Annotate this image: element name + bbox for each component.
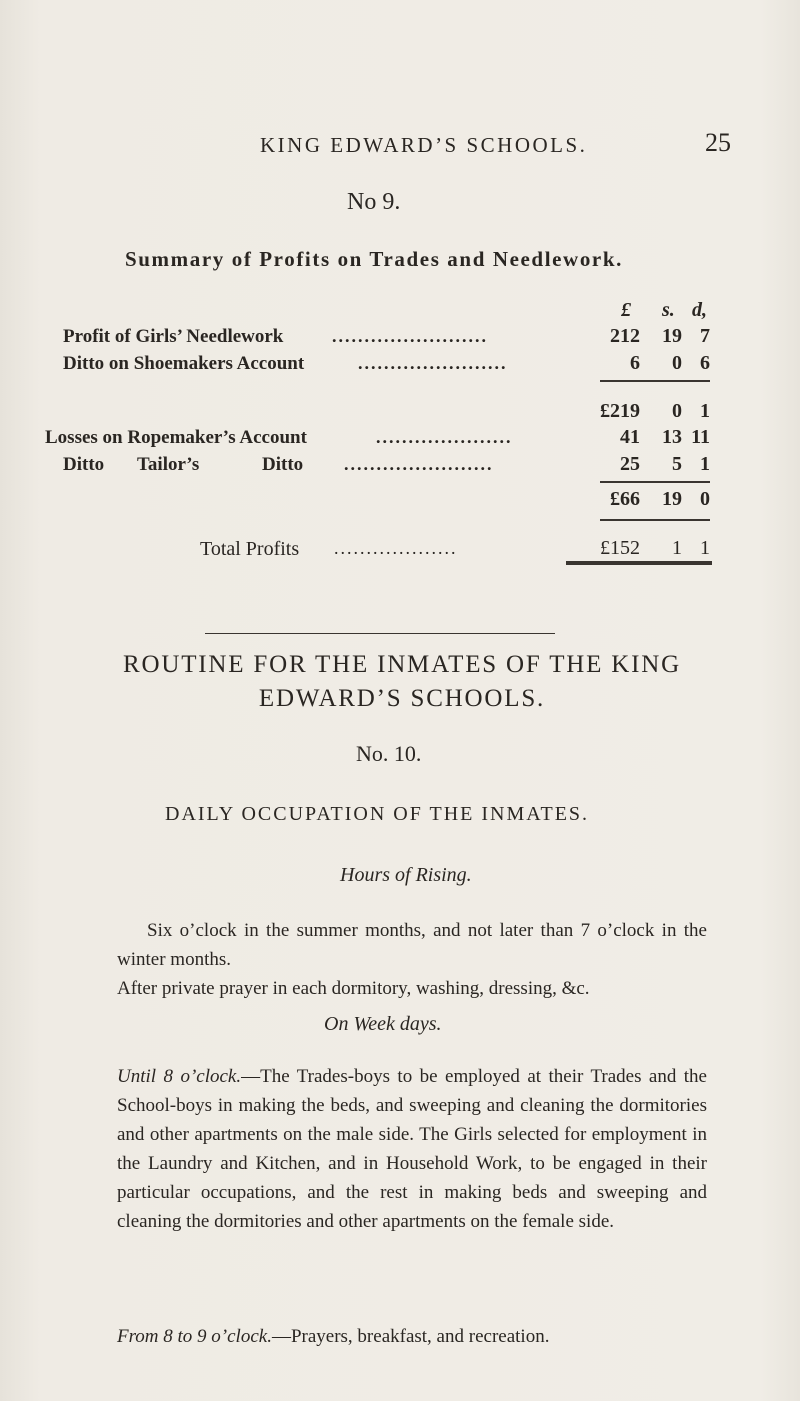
col-shillings: s. [662, 299, 675, 321]
running-head: KING EDWARD’S SCHOOLS. [260, 133, 588, 157]
paragraph-until-8 [117, 1062, 707, 1236]
total-label: Total Profits [200, 538, 300, 560]
amount-pounds: 212 [610, 325, 640, 347]
total-double-rule [566, 561, 712, 565]
sum-rule [600, 519, 710, 521]
paragraph-text: —Prayers, breakfast, and recreation. [271, 1326, 550, 1347]
paragraph-8-to-9 [117, 1322, 707, 1351]
row-label: Profit of Girls’ Needlework [63, 326, 284, 347]
amount-pounds: 6 [630, 352, 640, 374]
subtotal-profits-pounds: £219 [600, 400, 640, 422]
row-label: Ditto on Shoemakers Account [63, 353, 305, 374]
subtotal-losses-pounds: £66 [610, 488, 640, 510]
row-label-ditto: Ditto [262, 454, 304, 475]
subtotal-losses-shillings: 19 [662, 488, 682, 510]
leader-dots: ........................ [332, 326, 488, 346]
total-pence: 1 [700, 537, 710, 559]
amount-shillings: 0 [672, 352, 682, 374]
week-heading: On Week days. [324, 1013, 442, 1035]
hours-heading: Hours of Rising. [340, 864, 472, 886]
total-pounds: £152 [600, 537, 640, 559]
subtotal-profits-pence: 1 [700, 400, 710, 422]
row-label: Losses on Ropemaker’s Account [45, 427, 307, 448]
amount-shillings: 19 [662, 325, 682, 347]
amount-pence: 11 [691, 426, 710, 448]
col-pounds: £ [621, 299, 631, 321]
paragraph-prayer: After private prayer in each dormitory, washing, dressing, &c. [117, 978, 590, 999]
amount-pounds: 41 [620, 426, 640, 448]
amount-pence: 7 [700, 325, 710, 347]
paragraph-text: —The Trades-boys to be employed at their Trades and the School-boys in making the beds, and sweeping and cleaning the dormitories and other apartments on the male side. The Girls selected for employment in the Laundry and Kitchen, and in Household Work, to be engaged in their particular occupations, and the rest in making beds and sweeping and cleaning the dormitories and other apartments on the female side. [117, 1066, 707, 1232]
col-pence: d, [692, 299, 707, 321]
table-number-10: No. 10. [356, 741, 422, 766]
table-number: No 9. [347, 189, 401, 215]
amount-shillings: 5 [672, 453, 682, 475]
leader-dots: ..................... [376, 427, 513, 447]
amount-pence: 6 [700, 352, 710, 374]
subtotal-profits-shillings: 0 [672, 400, 682, 422]
section-divider [205, 633, 555, 634]
row-label-ditto: Ditto [63, 454, 105, 475]
summary-title: Summary of Profits on Trades and Needlework. [125, 247, 623, 271]
subtotal-losses-pence: 0 [700, 488, 710, 510]
leader-dots: ....................... [358, 353, 508, 373]
leader-dots: ................... [334, 538, 458, 558]
time-lead: From 8 to 9 o’clock. [117, 1326, 272, 1347]
page-number: 25 [705, 128, 731, 157]
daily-title: DAILY OCCUPATION OF THE INMATES. [165, 803, 590, 825]
sum-rule [600, 380, 710, 382]
amount-shillings: 13 [662, 426, 682, 448]
time-lead: Until 8 o’clock. [117, 1066, 242, 1087]
sum-rule [600, 481, 710, 483]
routine-title: ROUTINE FOR THE INMATES OF THE KING EDWARD’S SCHOOLS. [123, 651, 681, 712]
amount-pence: 1 [700, 453, 710, 475]
total-shillings: 1 [672, 537, 682, 559]
row-label-tailors: Tailor’s [137, 454, 200, 475]
amount-pounds: 25 [620, 453, 640, 475]
paragraph-rising: Six o’clock in the summer months, and not later than 7 o’clock in the winter months. [117, 920, 707, 970]
leader-dots: ....................... [344, 454, 494, 474]
